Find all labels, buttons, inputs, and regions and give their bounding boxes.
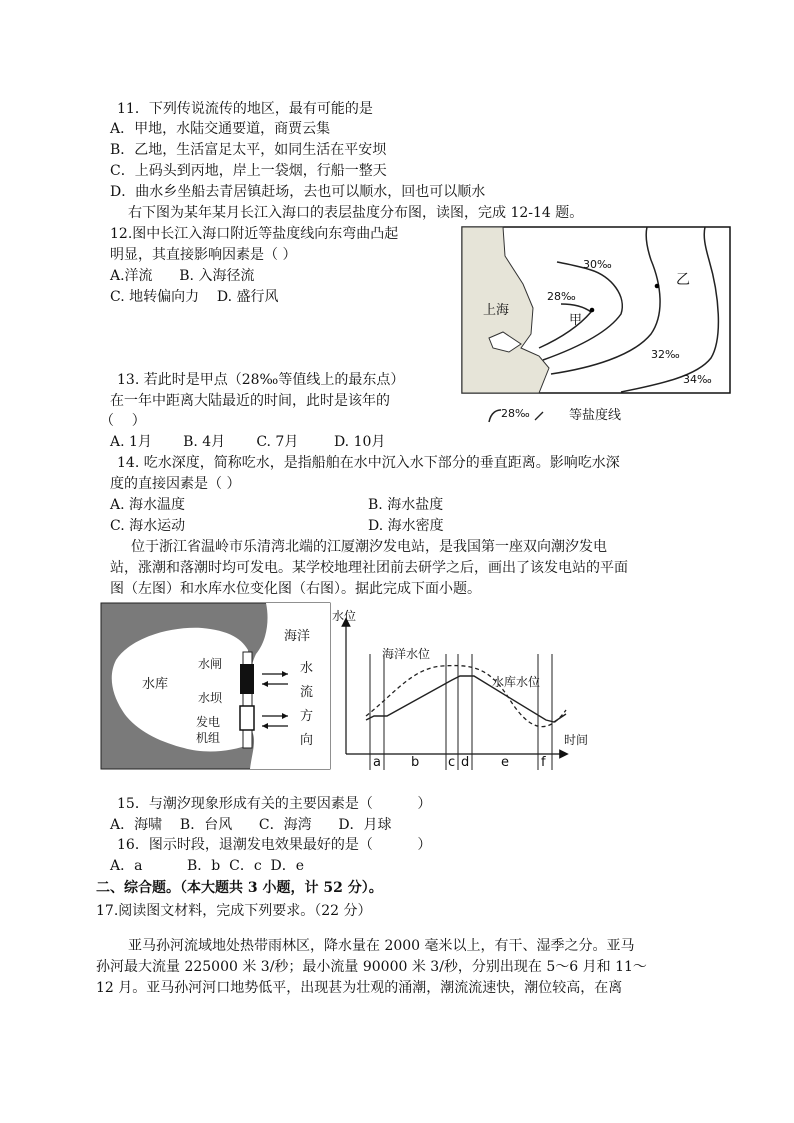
segment-label-a: a xyxy=(373,755,381,770)
segment-label-b: b xyxy=(411,755,420,770)
label-iso-32: 32‰ xyxy=(651,348,680,361)
q13-stem-2: 在一年中距离大陆最近的时间，此时是该年的 xyxy=(110,393,390,409)
label-generator-1: 发电 xyxy=(196,715,221,729)
label-generator-2: 机组 xyxy=(196,731,221,745)
sluice-gate xyxy=(240,664,254,694)
q13-options: A. 1月 B. 4月 C. 7月 D. 10月 xyxy=(110,434,386,450)
q15-options: A．海啸 B．台风 C．海湾 D．月球 xyxy=(110,817,392,833)
legend-value: 28‰ xyxy=(501,407,530,420)
q13-stem-3: （ ） xyxy=(100,413,146,429)
label-dam: 水坝 xyxy=(198,691,223,705)
q14-option-c: C. 海水运动 xyxy=(110,518,186,534)
intro-12-14: 右下图为某年某月长江入海口的表层盐度分布图，读图，完成 12-14 题。 xyxy=(128,205,584,221)
generator-unit xyxy=(240,706,254,730)
q11-stem: 11．下列传说流传的地区，最有可能的是 xyxy=(117,101,373,117)
section-2-heading: 二、综合题。（本大题共 3 小题，计 52 分）。 xyxy=(96,880,383,896)
segment-label-e: e xyxy=(501,755,509,770)
q11-option-b: B．乙地，生活富足太平，如同生活在平安坝 xyxy=(110,142,387,158)
legend-tick xyxy=(535,412,543,420)
q17-paragraph-line-2: 孙河最大流量 225000 米 3/秒；最小流量 90000 米 3/秒，分别出现在 5～6 月和 11～ xyxy=(96,959,647,975)
water-level-chart xyxy=(332,604,589,776)
segment-label-f: f xyxy=(541,755,546,770)
q14-option-a: A. 海水温度 xyxy=(110,497,186,513)
q12-options-ab: A.洋流 B. 入海径流 xyxy=(110,268,255,284)
tidal-station-plan xyxy=(100,602,332,772)
segment-label-c: c xyxy=(448,755,456,770)
series-label-ocean: 海洋水位 xyxy=(382,647,431,661)
label-iso-28: 28‰ xyxy=(547,290,576,303)
q14-option-d: D. 海水密度 xyxy=(368,518,444,534)
series-label-reservoir: 水库水位 xyxy=(492,675,541,689)
y-axis-label: 水位 xyxy=(332,609,357,623)
label-flow-dir-2: 流 xyxy=(300,685,314,700)
label-sluice: 水闸 xyxy=(198,657,223,671)
label-flow-dir-3: 方 xyxy=(300,709,314,724)
label-jia: 甲 xyxy=(569,313,583,328)
legend-label: 等盐度线 xyxy=(569,408,622,423)
label-flow-dir-1: 水 xyxy=(300,661,314,676)
label-flow-dir-4: 向 xyxy=(300,733,314,748)
q11-option-d: D．曲水乡坐船去青居镇赶场，去也可以顺水，回也可以顺水 xyxy=(110,184,486,200)
q16-stem: 16．图示时段，退潮发电效果最好的是（ ） xyxy=(117,837,432,853)
q11-option-a: A．甲地，水陆交通要道，商贾云集 xyxy=(110,121,331,137)
salinity-map xyxy=(461,226,733,426)
q11-option-c: C．上码头到丙地，岸上一袋烟，行船一整天 xyxy=(110,163,387,179)
label-ocean: 海洋 xyxy=(284,629,311,644)
q17-paragraph-line-1: 亚马孙河流域地处热带雨林区，降水量在 2000 毫米以上，有干、湿季之分。亚马 xyxy=(128,938,635,954)
q14-option-b: B. 海水盐度 xyxy=(368,497,444,513)
q16-options: A．a B．b C．c D．e xyxy=(110,858,305,874)
legend-line-symbol xyxy=(489,410,501,422)
q15-stem: 15．与潮汐现象形成有关的主要因素是（ ） xyxy=(117,796,432,812)
q14-stem-2: 度的直接因素是（ ） xyxy=(110,476,241,492)
intro-15-16-line-1: 位于浙江省温岭市乐清湾北端的江厦潮汐发电站，是我国第一座双向潮汐发电 xyxy=(131,539,607,555)
label-yi: 乙 xyxy=(676,272,690,288)
label-iso-30: 30‰ xyxy=(583,258,612,271)
q12-options-cd: C. 地转偏向力 D. 盛行风 xyxy=(110,289,279,305)
point-jia-marker xyxy=(590,308,595,313)
intro-15-16-line-2: 站，涨潮和落潮时均可发电。某学校地理社团前去研学之后，画出了该发电站的平面 xyxy=(110,560,628,576)
label-reservoir: 水库 xyxy=(142,677,169,692)
intro-15-16-line-3: 图（左图）和水库水位变化图（右图）。据此完成下面小题。 xyxy=(110,581,481,597)
q17-stem: 17.阅读图文材料，完成下列要求。（22 分） xyxy=(96,903,372,919)
segment-label-d: d xyxy=(461,755,470,770)
q12-stem-2: 明显，其直接影响因素是（ ） xyxy=(110,247,297,263)
x-axis-label: 时间 xyxy=(564,733,589,747)
q12-stem-1: 12.图中长江入海口附近等盐度线向东弯曲凸起 xyxy=(110,226,399,242)
q17-paragraph-line-3: 12 月。亚马孙河河口地势低平，出现甚为壮观的涌潮，潮流流速快，潮位较高，在离 xyxy=(96,980,623,996)
q13-stem-1: 13. 若此时是甲点（28‰等值线上的最东点） xyxy=(117,372,405,388)
label-shanghai: 上海 xyxy=(483,303,510,318)
q14-stem-1: 14. 吃水深度，简称吃水，是指船舶在水中沉入水下部分的垂直距离。影响吃水深 xyxy=(117,455,620,471)
point-yi-marker xyxy=(655,284,660,289)
label-iso-34: 34‰ xyxy=(683,373,712,386)
